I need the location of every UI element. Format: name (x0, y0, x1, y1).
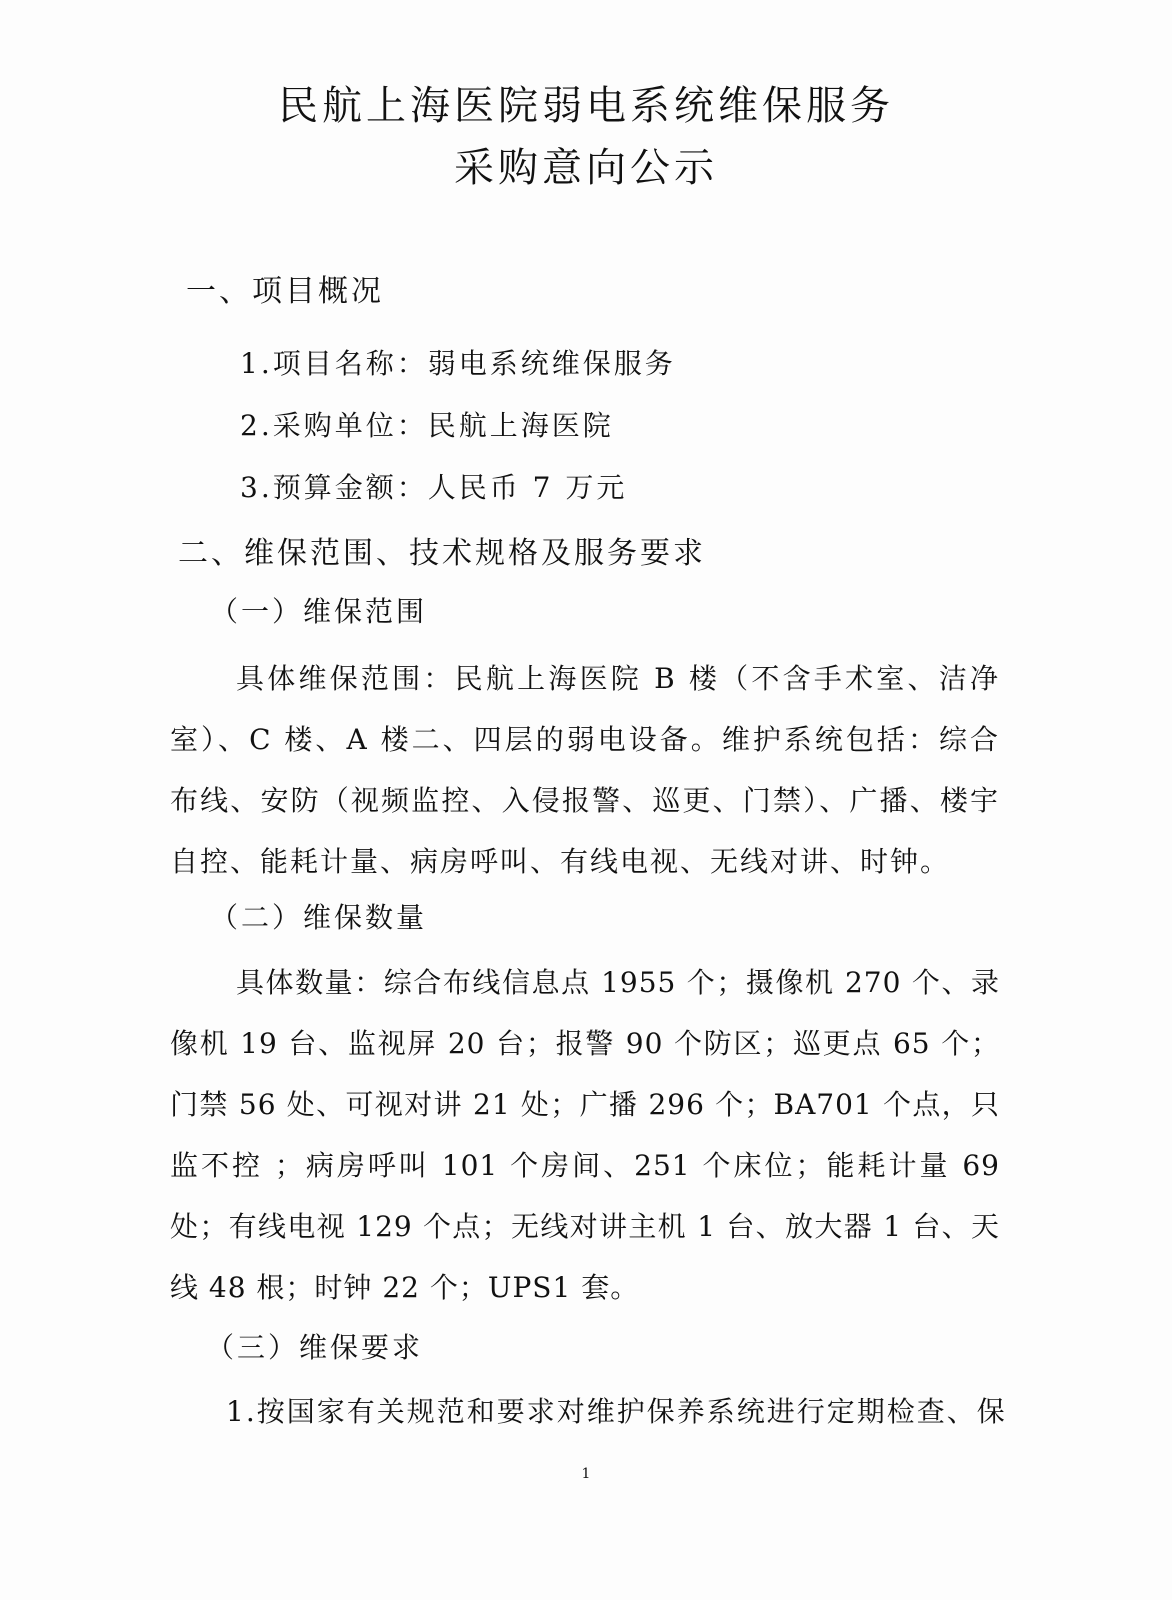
section-1-heading: 一、项目概况 (186, 274, 384, 309)
budget-item: 3.预算金额：人民币 7 万元 (240, 471, 628, 504)
subsection-2-heading: （二）维保数量 (210, 901, 428, 934)
document-title-line-2: 采购意向公示 (454, 145, 718, 191)
project-name-item: 1.项目名称：弱电系统维保服务 (240, 347, 676, 380)
maintenance-requirement-item-1: 1.按国家有关规范和要求对维护保养系统进行定期检查、保 (226, 1395, 1007, 1428)
section-2-heading: 二、维保范围、技术规格及服务要求 (178, 536, 706, 571)
maintenance-quantity-paragraph: 具体数量：综合布线信息点 1955 个；摄像机 270 个、录像机 19 台、监视屏 20 台；报警 90 个防区；巡更点 65 个；门禁 56 处、可视对讲 21 处；广播 296 个；BA701 个点，只监不控 ；病房呼叫 101 个房间、251 个床位；能耗计量 69 处；有线电视 129 个点；无线对讲主机 1 台、放大器 1 台、天线 48 根；时钟 22 个；UPS1 套。 (170, 966, 1000, 1304)
page-number: 1 (581, 1466, 591, 1482)
subsection-3-heading: （三）维保要求 (206, 1331, 424, 1364)
maintenance-scope-paragraph: 具体维保范围：民航上海医院 B 楼（不含手术室、洁净室）、C 楼、A 楼二、四层的弱电设备。维护系统包括：综合布线、安防（视频监控、入侵报警、巡更、门禁）、广播、楼宇自控、能耗计量、病房呼叫、有线电视、无线对讲、时钟。 (170, 662, 1000, 878)
subsection-1-heading: （一）维保范围 (210, 595, 428, 628)
document-title-line-1: 民航上海医院弱电系统维保服务 (278, 83, 894, 129)
purchaser-item: 2.采购单位：民航上海医院 (240, 409, 614, 442)
